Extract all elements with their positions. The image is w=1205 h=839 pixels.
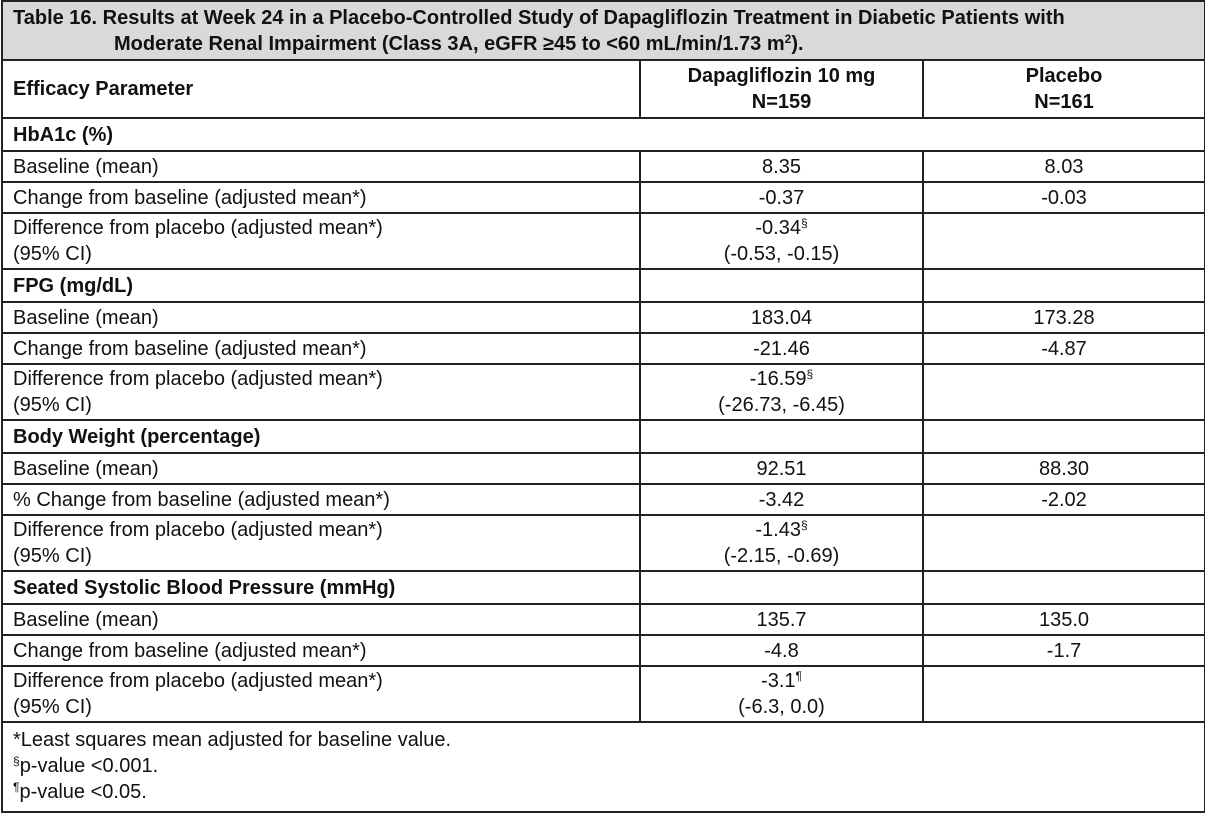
table-row: [2, 213, 1205, 269]
row-label: Difference from placebo (adjusted mean*) (95% CI): [2, 515, 640, 571]
section-title: Body Weight (percentage): [2, 420, 640, 453]
placebo-value: [923, 213, 1205, 269]
row-label: Change from baseline (adjusted mean*): [2, 182, 640, 213]
dapa-value: -1.43§ (-2.15, -0.69): [640, 515, 923, 571]
header-placebo: Placebo N=161: [923, 60, 1205, 118]
footnotes: [2, 722, 1205, 812]
placebo-value: 8.03: [923, 151, 1205, 182]
dapa-value: -0.37: [640, 182, 923, 213]
table-row: [2, 364, 1205, 420]
dapa-value: 183.04: [640, 302, 923, 333]
placebo-value: [923, 666, 1205, 722]
caption-line-1: Table 16. Results at Week 24 in a Placebo-Controlled Study of Dapagliflozin Treatment in Diabetic Patients with: [13, 6, 1065, 29]
table-row: [2, 333, 1205, 364]
placebo-value: [923, 515, 1205, 571]
dapa-value: -16.59§ (-26.73, -6.45): [640, 364, 923, 420]
row-label: Baseline (mean): [2, 453, 640, 484]
placebo-value: 173.28: [923, 302, 1205, 333]
header-row: [2, 60, 1205, 118]
section-title: Seated Systolic Blood Pressure (mmHg): [2, 571, 640, 604]
row-label: Difference from placebo (adjusted mean*) (95% CI): [2, 666, 640, 722]
section-row-body-weight: [2, 420, 1205, 453]
dapa-value: -3.42: [640, 484, 923, 515]
table-row: [2, 515, 1205, 571]
dapa-value: -3.1¶ (-6.3, 0.0): [640, 666, 923, 722]
table-row: [2, 484, 1205, 515]
placebo-value: -1.7: [923, 635, 1205, 666]
row-label: Change from baseline (adjusted mean*): [2, 333, 640, 364]
header-dapagliflozin: Dapagliflozin 10 mg N=159: [640, 60, 923, 118]
placebo-value: -4.87: [923, 333, 1205, 364]
section-row-fpg: [2, 269, 1205, 302]
table-row: [2, 453, 1205, 484]
table-caption: [2, 1, 1205, 60]
table-row: [2, 635, 1205, 666]
results-table: [1, 0, 1205, 813]
placebo-value: -2.02: [923, 484, 1205, 515]
footnote-lsm: *Least squares mean adjusted for baseline value.: [13, 729, 452, 751]
row-label: Change from baseline (adjusted mean*): [2, 635, 640, 666]
row-label: % Change from baseline (adjusted mean*): [2, 484, 640, 515]
row-label: Difference from placebo (adjusted mean*) (95% CI): [2, 364, 640, 420]
dapa-value: 92.51: [640, 453, 923, 484]
dapa-value: 135.7: [640, 604, 923, 635]
placebo-value: 135.0: [923, 604, 1205, 635]
dapa-value: 8.35: [640, 151, 923, 182]
placebo-value: -0.03: [923, 182, 1205, 213]
row-label: Baseline (mean): [2, 302, 640, 333]
row-label: Baseline (mean): [2, 604, 640, 635]
section-row-hba1c: [2, 118, 1205, 151]
section-row-systolic-bp: [2, 571, 1205, 604]
dapa-value: -0.34§ (-0.53, -0.15): [640, 213, 923, 269]
placebo-value: [923, 364, 1205, 420]
caption-row: [2, 1, 1205, 60]
caption-line-2: Moderate Renal Impairment (Class 3A, eGFR ≥45 to <60 mL/min/1.73 $m^2$).: [114, 31, 804, 55]
table-row: [2, 151, 1205, 182]
placebo-value: 88.30: [923, 453, 1205, 484]
footnote-p001: §p-value <0.001.: [13, 754, 159, 777]
footnote-p05: ¶p-value <0.05.: [13, 780, 147, 803]
footnote-row: [2, 722, 1205, 812]
table-row: [2, 182, 1205, 213]
table-row: [2, 666, 1205, 722]
dapa-value: -4.8: [640, 635, 923, 666]
section-title: HbA1c (%): [2, 118, 1205, 151]
table-row: [2, 302, 1205, 333]
section-title: FPG (mg/dL): [2, 269, 640, 302]
row-label: Baseline (mean): [2, 151, 640, 182]
table-row: [2, 604, 1205, 635]
header-efficacy-parameter: Efficacy Parameter: [2, 60, 640, 118]
dapa-value: -21.46: [640, 333, 923, 364]
row-label: Difference from placebo (adjusted mean*) (95% CI): [2, 213, 640, 269]
